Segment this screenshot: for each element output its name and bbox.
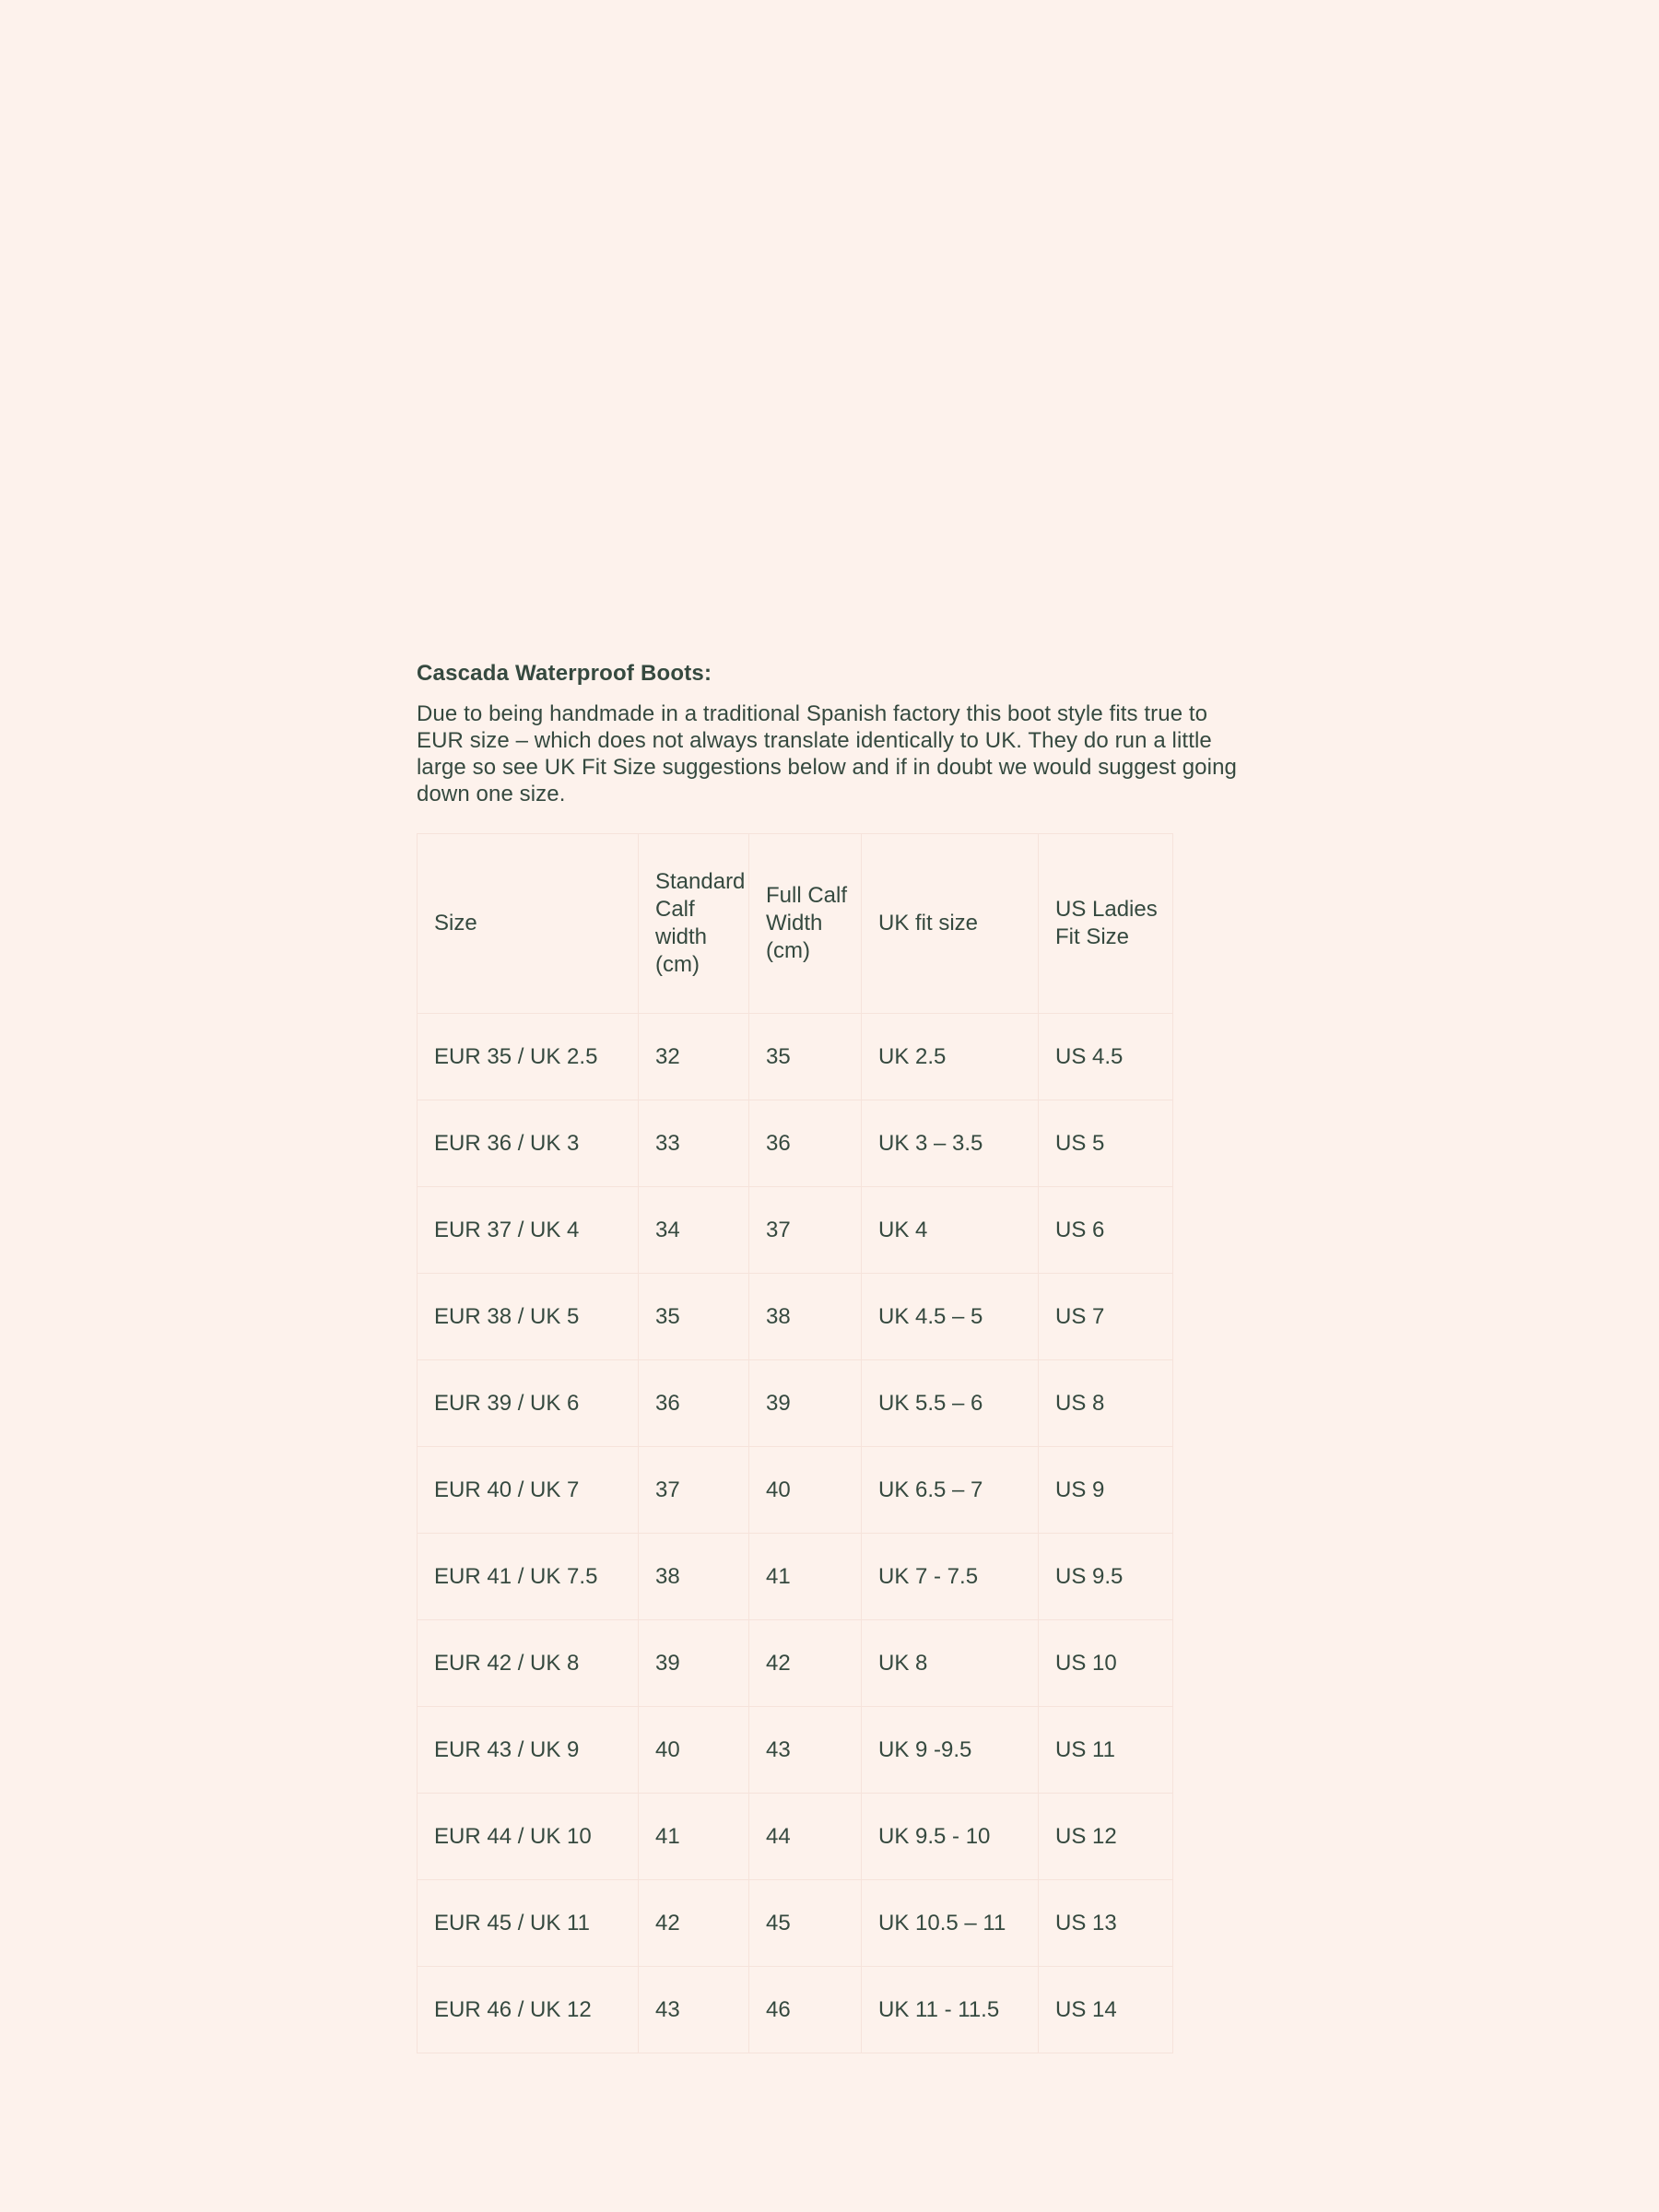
table-row [418, 1014, 1173, 1100]
table-cell: 42 [639, 1880, 749, 1967]
table-cell: EUR 39 / UK 6 [418, 1360, 639, 1447]
header-cell-full-calf-width: Full Calf Width (cm) [749, 834, 862, 1014]
table-cell: US 11 [1039, 1707, 1173, 1794]
sizing-description: Due to being handmade in a traditional Spanish factory this boot style fits true to EUR size – which does not always translate identically to UK. They do run a little large so see UK Fit Size suggestions below and if in doubt we would suggest going down one size. [417, 701, 1237, 806]
table-cell: 41 [639, 1794, 749, 1880]
table-cell: 46 [749, 1967, 862, 2053]
table-row [418, 1100, 1173, 1187]
table-cell: EUR 40 / UK 7 [418, 1447, 639, 1534]
table-cell: US 10 [1039, 1620, 1173, 1707]
table-row [418, 1794, 1173, 1880]
table-cell: UK 6.5 – 7 [862, 1447, 1039, 1534]
table-row [418, 1187, 1173, 1274]
table-cell: 44 [749, 1794, 862, 1880]
table-cell: EUR 35 / UK 2.5 [418, 1014, 639, 1100]
table-cell: EUR 44 / UK 10 [418, 1794, 639, 1880]
table-cell: UK 7 - 7.5 [862, 1534, 1039, 1620]
table-cell: 34 [639, 1187, 749, 1274]
table-cell: 36 [749, 1100, 862, 1187]
table-cell: US 8 [1039, 1360, 1173, 1447]
table-row [418, 1274, 1173, 1360]
table-cell: US 5 [1039, 1100, 1173, 1187]
size-guide-section [417, 660, 1257, 2053]
table-row [418, 1967, 1173, 2053]
header-row [418, 834, 1173, 1014]
header-cell-standard-calf-width: Standard Calf width (cm) [639, 834, 749, 1014]
table-cell: 35 [749, 1014, 862, 1100]
table-row [418, 1707, 1173, 1794]
table-cell: US 7 [1039, 1274, 1173, 1360]
header-cell-us-ladies-fit-size: US Ladies Fit Size [1039, 834, 1173, 1014]
size-chart-body [418, 1014, 1173, 2053]
table-row [418, 1360, 1173, 1447]
table-row [418, 1620, 1173, 1707]
table-cell: 39 [639, 1620, 749, 1707]
table-cell: UK 8 [862, 1620, 1039, 1707]
table-cell: US 4.5 [1039, 1014, 1173, 1100]
table-cell: 36 [639, 1360, 749, 1447]
table-cell: EUR 43 / UK 9 [418, 1707, 639, 1794]
table-cell: 37 [639, 1447, 749, 1534]
header-cell-size: Size [418, 834, 639, 1014]
table-cell: EUR 46 / UK 12 [418, 1967, 639, 2053]
table-cell: US 9.5 [1039, 1534, 1173, 1620]
table-cell: UK 4.5 – 5 [862, 1274, 1039, 1360]
table-cell: 39 [749, 1360, 862, 1447]
table-cell: EUR 36 / UK 3 [418, 1100, 639, 1187]
table-cell: US 9 [1039, 1447, 1173, 1534]
table-cell: 40 [639, 1707, 749, 1794]
table-cell: 35 [639, 1274, 749, 1360]
table-cell: EUR 42 / UK 8 [418, 1620, 639, 1707]
table-cell: 42 [749, 1620, 862, 1707]
table-cell: UK 9 -9.5 [862, 1707, 1039, 1794]
table-cell: UK 5.5 – 6 [862, 1360, 1039, 1447]
table-cell: 37 [749, 1187, 862, 1274]
table-cell: EUR 37 / UK 4 [418, 1187, 639, 1274]
table-cell: 41 [749, 1534, 862, 1620]
header-cell-uk-fit-size: UK fit size [862, 834, 1039, 1014]
table-cell: 38 [639, 1534, 749, 1620]
table-cell: UK 4 [862, 1187, 1039, 1274]
table-row [418, 1880, 1173, 1967]
table-cell: 38 [749, 1274, 862, 1360]
table-row [418, 1447, 1173, 1534]
table-cell: 40 [749, 1447, 862, 1534]
table-cell: UK 2.5 [862, 1014, 1039, 1100]
table-cell: 43 [749, 1707, 862, 1794]
table-cell: 43 [639, 1967, 749, 2053]
table-cell: EUR 45 / UK 11 [418, 1880, 639, 1967]
table-cell: UK 11 - 11.5 [862, 1967, 1039, 2053]
table-cell: US 13 [1039, 1880, 1173, 1967]
table-cell: US 12 [1039, 1794, 1173, 1880]
table-cell: UK 10.5 – 11 [862, 1880, 1039, 1967]
table-cell: EUR 38 / UK 5 [418, 1274, 639, 1360]
table-cell: 45 [749, 1880, 862, 1967]
table-cell: 33 [639, 1100, 749, 1187]
size-chart-header [418, 834, 1173, 1014]
table-cell: 32 [639, 1014, 749, 1100]
table-cell: US 14 [1039, 1967, 1173, 2053]
size-chart-table [417, 833, 1173, 2053]
table-cell: UK 3 – 3.5 [862, 1100, 1039, 1187]
table-row [418, 1534, 1173, 1620]
table-cell: UK 9.5 - 10 [862, 1794, 1039, 1880]
table-cell: US 6 [1039, 1187, 1173, 1274]
table-cell: EUR 41 / UK 7.5 [418, 1534, 639, 1620]
product-title: Cascada Waterproof Boots: [417, 661, 712, 686]
